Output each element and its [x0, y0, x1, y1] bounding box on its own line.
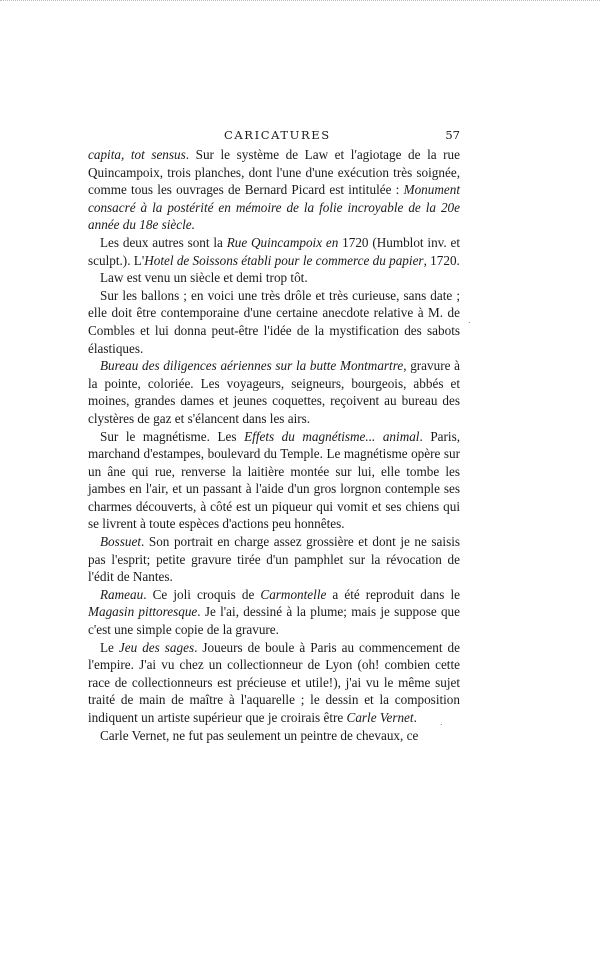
text-run: Carle Vernet, ne fut pas seulement un peintre de chevaux, ce: [100, 727, 419, 743]
paragraph: [88, 357, 460, 427]
italic-text: Hotel de Soissons établi pour le commerce du papier: [144, 252, 424, 268]
margin-dot: .: [440, 718, 443, 727]
text-run: Le: [100, 639, 119, 655]
page-title: CARICATURES: [224, 128, 331, 142]
italic-text: Jeu des sages: [118, 639, 195, 655]
text-run: . Ce joli croquis de: [143, 586, 261, 602]
text-run: . Paris, marchand d'estampes, boulevard du Temple. Le magnétisme opère sur un âne qui rue, renverse la laitière montée sur lui, elle tombe les jambes en l'air, et un passant à l'aide d'un gros lorgnon contemple ses charmes découverts, à côté est un piqueur qui vomit et ses chiens qui se livrent à toute espèces d'actions peu honnêtes.: [88, 428, 460, 532]
running-head: [88, 128, 460, 144]
paragraph: [88, 533, 460, 586]
italic-text: capita, tot sensus: [88, 147, 186, 162]
paragraph: [88, 269, 460, 287]
text-run: Law est venu un siècle et demi trop tôt.: [100, 270, 308, 286]
paragraph: [88, 586, 460, 639]
text-run: . Je l'ai, dessiné à la plume; mais je suppose que c'est une simple copie de la gravure.: [88, 604, 460, 638]
text-run: .: [413, 710, 417, 725]
text-run: 1720 (Humblot inv. et sculpt.). L': [88, 234, 461, 268]
italic-text: Rameau: [100, 586, 144, 602]
italic-text: Bossuet: [100, 534, 142, 550]
text-run: a été reproduit dans le: [326, 586, 460, 602]
italic-text: Carmontelle: [260, 586, 327, 602]
text-run: . Joueurs de boule à Paris au commencement de l'empire. J'ai vu chez un collectionneur de Lyon (oh! combien cette race de collectionneurs est précieuse et utile!), j'ai vu le même sujet traité de main de maître à l'aquarelle ; le dessin et la composition indiquent un artiste supérieur que je croirais être: [88, 639, 460, 725]
text-run: . Son portrait en charge assez grossière et dont je ne saisis pas l'esprit; petite gravure tirée d'un pamphlet sur la révocation de l'édit de Nantes.: [88, 534, 460, 585]
body-text: [88, 146, 460, 744]
text-run: Les deux autres sont la: [100, 234, 227, 250]
italic-text: Rue Quincampoix en: [226, 234, 339, 250]
italic-text: Bureau des diligences aériennes sur la butte Montmartre: [100, 358, 404, 374]
page-number: 57: [445, 128, 460, 142]
italic-text: Carle Vernet: [346, 710, 414, 725]
paragraph: [88, 287, 460, 357]
text-run: Sur les ballons ; en voici une très drôle et très curieuse, sans date ; elle doit être contemporaine d'une certaine anecdote relative à M. de Combles et lui donna peut-être l'idée de la mystification des sabots élastiques.: [88, 287, 460, 356]
text-run: , gravure à la pointe, coloriée. Les voyageurs, seigneurs, bourgeois, abbés et moines, grandes dames et jeunes coquettes, reçoivent au bureau des clystères de gaz et s'élancent dans les airs.: [88, 358, 461, 426]
paragraph: [88, 727, 460, 745]
paragraph: [88, 639, 460, 727]
margin-dot: .: [468, 316, 471, 325]
text-run: Sur le magnétisme. Les: [100, 428, 245, 444]
scan-edge: [0, 0, 600, 19]
text-run: , 1720.: [423, 252, 460, 268]
paragraph: [88, 428, 460, 534]
text-run: . Sur le système de Law et l'agiotage de la rue Quincampoix, trois planches, dont l'une d'une exécution très soignée, comme tous les ouvrages de Bernard Picard est intitulée :: [88, 147, 460, 198]
italic-text: Magasin pittoresque: [88, 604, 198, 620]
italic-text: Effets du magnétisme... animal: [244, 428, 420, 444]
paragraph: [88, 146, 460, 234]
italic-text: Monument consacré à la postérité en mémoire de la folie incroyable de la 20e année du 18e siècle.: [88, 182, 460, 233]
paragraph: [88, 234, 460, 269]
